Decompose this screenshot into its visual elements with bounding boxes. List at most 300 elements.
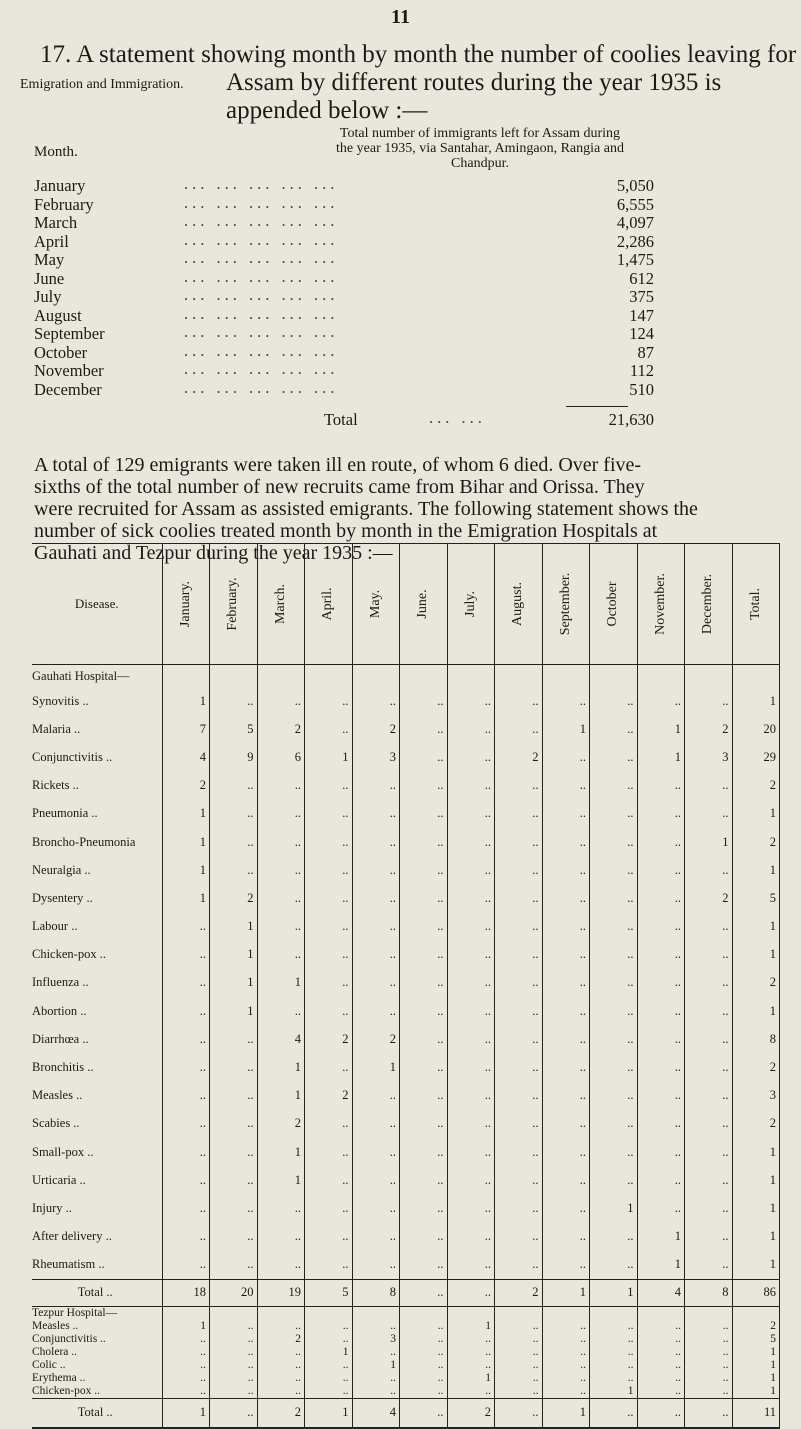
count-cell: 1 <box>210 997 258 1025</box>
count-cell: .. <box>590 828 638 856</box>
count-cell: 1 <box>732 1346 780 1359</box>
empty-cell <box>210 665 258 688</box>
count-cell: .. <box>685 941 733 969</box>
count-cell: .. <box>305 884 353 912</box>
count-cell: .. <box>495 1194 543 1222</box>
count-cell: .. <box>542 941 590 969</box>
count-cell: .. <box>210 1333 258 1346</box>
disease-name: Measles .. <box>32 1320 162 1333</box>
table-row <box>32 828 780 856</box>
count-cell: .. <box>162 1082 210 1110</box>
count-cell: 2 <box>162 772 210 800</box>
count-cell: .. <box>447 1333 495 1346</box>
count-cell: .. <box>352 941 400 969</box>
count-cell: .. <box>637 1053 685 1081</box>
count-cell: .. <box>400 1320 448 1333</box>
count-cell: .. <box>162 1333 210 1346</box>
count-cell: .. <box>590 856 638 884</box>
month-value: 5,050 <box>616 176 654 195</box>
table-row <box>32 743 780 771</box>
count-cell: .. <box>542 800 590 828</box>
count-cell: .. <box>685 800 733 828</box>
count-cell: .. <box>400 1279 448 1306</box>
count-cell: .. <box>352 884 400 912</box>
heading-line-2: Assam by different routes during the year 1935 is <box>226 69 722 96</box>
count-cell: .. <box>400 1372 448 1385</box>
count-cell: .. <box>352 1194 400 1222</box>
count-cell: .. <box>590 772 638 800</box>
header-month <box>305 544 353 665</box>
count-cell: .. <box>447 715 495 743</box>
table-row <box>32 772 780 800</box>
month-value: 375 <box>629 287 654 306</box>
count-cell: 2 <box>732 1110 780 1138</box>
count-cell: .. <box>305 1251 353 1280</box>
count-cell: .. <box>352 1138 400 1166</box>
header-label: July. <box>462 591 478 617</box>
count-cell: .. <box>305 687 353 715</box>
disease-name: Total .. <box>32 1279 162 1306</box>
count-cell: .. <box>352 1251 400 1280</box>
header-month <box>590 544 638 665</box>
month-name: April <box>34 231 69 251</box>
hospital-name: Gauhati Hospital— <box>32 665 162 688</box>
count-cell: .. <box>352 1320 400 1333</box>
count-cell: .. <box>162 941 210 969</box>
section-title-row <box>32 1306 780 1320</box>
count-cell: .. <box>637 1110 685 1138</box>
count-cell: .. <box>590 969 638 997</box>
header-disease: Disease. <box>32 544 162 665</box>
count-cell: 1 <box>162 1320 210 1333</box>
count-cell: 1 <box>210 913 258 941</box>
count-cell: .. <box>210 687 258 715</box>
count-cell: 1 <box>305 743 353 771</box>
count-cell: 5 <box>732 884 780 912</box>
count-cell: .. <box>400 997 448 1025</box>
count-cell: .. <box>162 1346 210 1359</box>
count-cell: .. <box>447 1110 495 1138</box>
count-cell: .. <box>495 1346 543 1359</box>
count-cell: .. <box>352 913 400 941</box>
paragraph-line: Gauhati and Tezpur during the year 1935 :— <box>34 542 393 564</box>
count-cell: .. <box>400 1251 448 1280</box>
count-cell: .. <box>447 1138 495 1166</box>
count-cell: .. <box>495 687 543 715</box>
count-cell: 2 <box>732 1320 780 1333</box>
count-cell: .. <box>495 884 543 912</box>
count-cell: .. <box>447 1251 495 1280</box>
count-cell: .. <box>447 772 495 800</box>
count-cell: .. <box>637 687 685 715</box>
disease-name: Influenza .. <box>32 969 162 997</box>
count-cell: .. <box>400 1025 448 1053</box>
month-value: 1,475 <box>616 250 654 269</box>
leader-dots: ... ... ... ... ... <box>184 340 339 360</box>
count-cell: 1 <box>732 913 780 941</box>
count-cell: .. <box>210 828 258 856</box>
disease-name: Bronchitis .. <box>32 1053 162 1081</box>
count-cell: .. <box>447 1359 495 1372</box>
header-month <box>542 544 590 665</box>
count-cell: .. <box>495 1372 543 1385</box>
count-cell: .. <box>637 997 685 1025</box>
count-cell: 1 <box>732 1251 780 1280</box>
count-cell: .. <box>210 1385 258 1399</box>
count-cell: 1 <box>732 1385 780 1399</box>
count-cell: .. <box>447 828 495 856</box>
count-cell: .. <box>542 997 590 1025</box>
count-cell: .. <box>305 1320 353 1333</box>
header-month <box>495 544 543 665</box>
count-cell: .. <box>352 772 400 800</box>
count-cell: 2 <box>305 1082 353 1110</box>
count-cell: .. <box>305 856 353 884</box>
count-cell: 1 <box>305 1346 353 1359</box>
count-cell: 1 <box>732 1194 780 1222</box>
empty-cell <box>305 665 353 688</box>
count-cell: .. <box>257 800 305 828</box>
count-cell: .. <box>685 997 733 1025</box>
count-cell: .. <box>542 969 590 997</box>
table-row <box>32 715 780 743</box>
count-cell: .. <box>637 913 685 941</box>
count-cell: .. <box>447 800 495 828</box>
month-name: August <box>34 305 82 325</box>
count-cell: 18 <box>162 1279 210 1306</box>
heading-line-1: 17. A statement showing month by month the number of coolies leaving for <box>40 41 797 68</box>
count-cell: .. <box>305 1385 353 1399</box>
count-cell: .. <box>352 1372 400 1385</box>
header-month <box>732 544 780 665</box>
empty-cell <box>257 665 305 688</box>
count-cell: .. <box>447 743 495 771</box>
count-cell: .. <box>590 1025 638 1053</box>
count-cell: .. <box>447 1385 495 1399</box>
count-cell: .. <box>352 1223 400 1251</box>
count-cell: .. <box>590 715 638 743</box>
header-month <box>352 544 400 665</box>
month-name: February <box>34 194 94 214</box>
count-cell: .. <box>542 1053 590 1081</box>
count-cell: .. <box>590 1320 638 1333</box>
leader-dots: ... ... ... ... ... <box>184 211 339 230</box>
count-cell: .. <box>495 913 543 941</box>
count-cell: .. <box>542 1372 590 1385</box>
count-cell: .. <box>637 828 685 856</box>
leader-dots: ... ... ... ... ... <box>184 285 339 304</box>
count-cell: .. <box>495 1053 543 1081</box>
month-value: 612 <box>629 268 654 288</box>
disease-name: Injury .. <box>32 1194 162 1222</box>
count-cell: 1 <box>637 1251 685 1280</box>
count-cell: .. <box>542 772 590 800</box>
count-cell: .. <box>257 1223 305 1251</box>
month-column-header: Month. <box>34 144 78 160</box>
month-name: December <box>34 379 102 399</box>
count-cell: .. <box>400 1398 448 1428</box>
count-cell: .. <box>210 772 258 800</box>
count-cell: .. <box>495 1251 543 1280</box>
count-cell: .. <box>542 856 590 884</box>
count-cell: .. <box>447 1166 495 1194</box>
empty-cell <box>257 1306 305 1320</box>
count-cell: 2 <box>210 884 258 912</box>
count-cell: .. <box>447 969 495 997</box>
disease-name: Dysentery .. <box>32 884 162 912</box>
count-cell: .. <box>162 1166 210 1194</box>
count-cell: .. <box>305 941 353 969</box>
leader-dots: ... ... ... ... ... <box>184 377 339 397</box>
month-row <box>34 266 654 288</box>
header-month <box>447 544 495 665</box>
count-cell: 1 <box>732 1138 780 1166</box>
header-label: June. <box>415 589 431 619</box>
count-cell: .. <box>637 969 685 997</box>
count-cell: 1 <box>732 856 780 884</box>
count-cell: 1 <box>257 1166 305 1194</box>
count-cell: .. <box>590 1053 638 1081</box>
count-cell: .. <box>542 884 590 912</box>
count-cell: .. <box>637 1320 685 1333</box>
paragraph-line: sixths of the total number of new recruits came from Bihar and Orissa. They <box>34 476 645 498</box>
empty-cell <box>637 665 685 688</box>
count-cell: 7 <box>162 715 210 743</box>
count-cell: .. <box>210 1372 258 1385</box>
count-cell: 1 <box>732 687 780 715</box>
count-cell: .. <box>590 1372 638 1385</box>
count-cell: .. <box>637 772 685 800</box>
count-cell: .. <box>637 1082 685 1110</box>
total-value: 21,630 <box>608 410 654 429</box>
table-row <box>32 1320 780 1333</box>
count-cell: 1 <box>732 941 780 969</box>
table-row <box>32 969 780 997</box>
table-row <box>32 1385 780 1399</box>
count-cell: .. <box>447 687 495 715</box>
leader-dots: ... ... ... ... ... <box>184 174 339 193</box>
count-cell: .. <box>590 1359 638 1372</box>
count-cell: .. <box>305 1166 353 1194</box>
count-cell: .. <box>210 1398 258 1428</box>
count-cell: .. <box>257 1359 305 1372</box>
count-cell: .. <box>210 1138 258 1166</box>
count-cell: .. <box>637 1194 685 1222</box>
month-value: 112 <box>629 361 654 380</box>
count-cell: .. <box>400 969 448 997</box>
count-cell: 1 <box>732 997 780 1025</box>
empty-cell <box>732 665 780 688</box>
count-cell: .. <box>590 743 638 771</box>
count-cell: .. <box>210 1320 258 1333</box>
count-cell: .. <box>447 1025 495 1053</box>
disease-name: Broncho-Pneumonia <box>32 828 162 856</box>
paragraph-line: number of sick coolies treated month by month in the Emigration Hospitals at <box>34 520 658 542</box>
disease-name: Neuralgia .. <box>32 856 162 884</box>
count-cell: .. <box>305 997 353 1025</box>
count-cell: .. <box>637 800 685 828</box>
disease-name: Abortion .. <box>32 997 162 1025</box>
leader-dots: ... ... ... ... ... <box>184 248 339 267</box>
count-cell: .. <box>542 828 590 856</box>
header-month <box>400 544 448 665</box>
count-cell: .. <box>210 1251 258 1280</box>
disease-name: Rickets .. <box>32 772 162 800</box>
table-row <box>32 1359 780 1372</box>
header-label: October <box>605 581 621 627</box>
monthly-emigration-list <box>34 176 654 398</box>
table-row <box>32 687 780 715</box>
month-name: March <box>34 213 78 232</box>
count-cell: .. <box>637 1333 685 1346</box>
count-cell: 1 <box>542 1398 590 1428</box>
count-cell: .. <box>162 1025 210 1053</box>
count-cell: 2 <box>257 715 305 743</box>
count-cell: .. <box>637 856 685 884</box>
disease-name: Pneumonia .. <box>32 800 162 828</box>
month-row <box>34 324 654 343</box>
empty-cell <box>590 1306 638 1320</box>
count-cell: .. <box>352 1385 400 1399</box>
count-cell: 1 <box>305 1398 353 1428</box>
count-cell: .. <box>685 1385 733 1399</box>
count-cell: .. <box>352 997 400 1025</box>
table-row <box>32 1251 780 1280</box>
count-cell: .. <box>542 743 590 771</box>
count-cell: .. <box>352 687 400 715</box>
disease-name: Urticaria .. <box>32 1166 162 1194</box>
count-cell: 2 <box>257 1110 305 1138</box>
count-cell: .. <box>495 772 543 800</box>
count-cell: .. <box>495 856 543 884</box>
count-cell: .. <box>210 1346 258 1359</box>
disease-name: Cholera .. <box>32 1346 162 1359</box>
empty-cell <box>732 1306 780 1320</box>
empty-cell <box>352 1306 400 1320</box>
count-cell: .. <box>495 969 543 997</box>
count-cell: .. <box>637 884 685 912</box>
count-cell: .. <box>637 941 685 969</box>
disease-name: Conjunctivitis .. <box>32 743 162 771</box>
empty-cell <box>162 665 210 688</box>
count-cell: 2 <box>732 772 780 800</box>
leader-dots: ... ... ... ... ... <box>184 229 339 249</box>
count-cell: 2 <box>305 1025 353 1053</box>
month-row <box>34 361 654 380</box>
count-cell: .. <box>400 1223 448 1251</box>
count-cell: 20 <box>732 715 780 743</box>
count-cell: .. <box>257 1372 305 1385</box>
disease-name: Malaria .. <box>32 715 162 743</box>
count-cell: .. <box>210 1166 258 1194</box>
disease-name: Rheumatism .. <box>32 1251 162 1280</box>
count-cell: 1 <box>637 715 685 743</box>
count-cell: .. <box>162 1251 210 1280</box>
count-cell: .. <box>400 743 448 771</box>
month-row <box>34 303 654 325</box>
disease-name: Scabies .. <box>32 1110 162 1138</box>
count-cell: .. <box>542 687 590 715</box>
count-cell: 8 <box>685 1279 733 1306</box>
disease-name: Erythema .. <box>32 1372 162 1385</box>
month-name: October <box>34 342 88 362</box>
count-cell: .. <box>637 1398 685 1428</box>
count-cell: .. <box>162 997 210 1025</box>
section-title-row <box>32 665 780 688</box>
count-cell: .. <box>685 1372 733 1385</box>
count-cell: 11 <box>732 1398 780 1428</box>
table-row <box>32 1194 780 1222</box>
count-cell: .. <box>305 715 353 743</box>
count-cell: .. <box>400 1166 448 1194</box>
count-cell: .. <box>257 884 305 912</box>
count-cell: .. <box>685 1138 733 1166</box>
count-cell: 1 <box>210 941 258 969</box>
count-cell: .. <box>685 1359 733 1372</box>
table-row <box>32 1166 780 1194</box>
count-cell: .. <box>257 1194 305 1222</box>
header-month <box>210 544 258 665</box>
count-cell: 1 <box>732 800 780 828</box>
count-cell: .. <box>305 1110 353 1138</box>
disease-name: Chicken-pox .. <box>32 1385 162 1399</box>
count-cell: 4 <box>352 1398 400 1428</box>
count-cell: .. <box>590 1251 638 1280</box>
monthly-total-row <box>34 410 654 430</box>
month-value: 4,097 <box>616 213 654 232</box>
count-cell: .. <box>162 1194 210 1222</box>
count-cell: 3 <box>352 743 400 771</box>
count-cell: .. <box>542 1385 590 1399</box>
count-cell: .. <box>447 1194 495 1222</box>
count-cell: .. <box>447 884 495 912</box>
count-cell: .. <box>542 1194 590 1222</box>
count-cell: .. <box>542 913 590 941</box>
count-cell: .. <box>210 1110 258 1138</box>
count-cell: .. <box>685 772 733 800</box>
count-cell: .. <box>590 1346 638 1359</box>
count-cell: 1 <box>162 800 210 828</box>
count-cell: .. <box>685 1398 733 1428</box>
month-value: 147 <box>629 305 654 325</box>
count-cell: .. <box>685 1251 733 1280</box>
count-cell: .. <box>352 800 400 828</box>
count-cell: 2 <box>732 828 780 856</box>
disease-name: Chicken-pox .. <box>32 941 162 969</box>
header-label: March. <box>272 583 288 625</box>
count-cell: .. <box>495 1110 543 1138</box>
count-cell: .. <box>685 687 733 715</box>
count-cell: .. <box>685 969 733 997</box>
count-cell: .. <box>685 856 733 884</box>
month-name: June <box>34 268 65 288</box>
count-cell: 1 <box>732 1372 780 1385</box>
month-row <box>34 192 654 214</box>
count-cell: .. <box>400 913 448 941</box>
count-cell: 4 <box>162 743 210 771</box>
count-cell: .. <box>305 1194 353 1222</box>
count-cell: 1 <box>257 969 305 997</box>
empty-cell <box>352 665 400 688</box>
count-cell: 1 <box>447 1320 495 1333</box>
count-cell: .. <box>400 1138 448 1166</box>
count-cell: .. <box>305 1223 353 1251</box>
count-cell: 1 <box>732 1166 780 1194</box>
month-name: September <box>34 324 105 343</box>
count-cell: .. <box>542 1082 590 1110</box>
header-label: February. <box>225 577 241 631</box>
count-cell: 4 <box>637 1279 685 1306</box>
